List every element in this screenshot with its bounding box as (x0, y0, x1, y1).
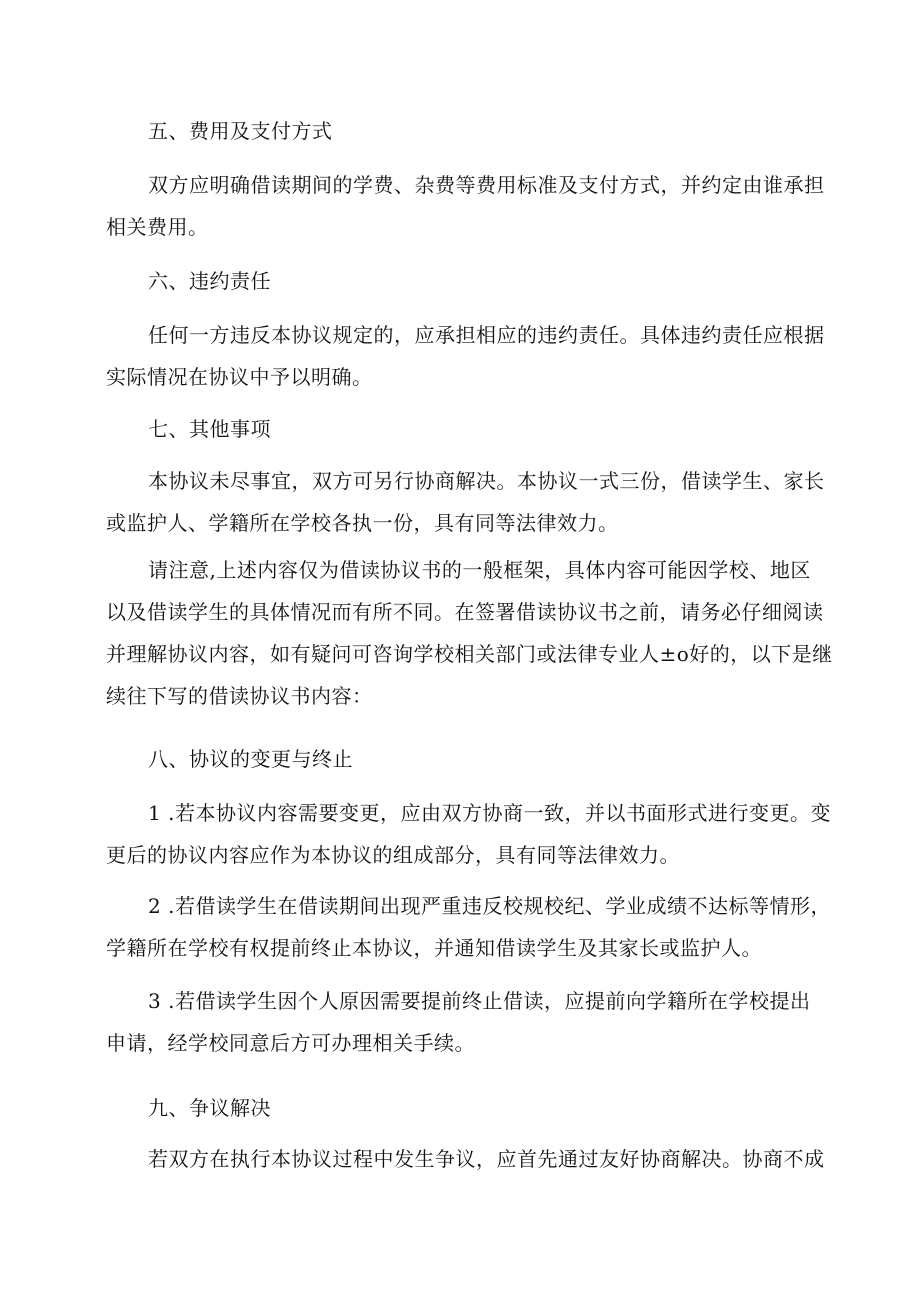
text-line: 续往下写的借读协议书内容： (106, 684, 373, 708)
text-line: 3 .若借读学生因个人原因需要提前终止借读，应提前向学籍所在学校提出 (148, 989, 811, 1013)
text-line: 更后的协议内容应作为本协议的组成部分，具有同等法律效力。 (106, 843, 680, 867)
text-line: 本协议未尽事宜，双方可另行协商解决。本协议一式三份，借读学生、家长 (148, 469, 825, 493)
heading-line: 七、其他事项 (148, 417, 271, 441)
paragraph-change-2 (106, 885, 831, 969)
paragraph-breach (106, 314, 825, 398)
text-line: 相关费用。 (106, 215, 209, 239)
text-line: 或监护人、学籍所在学校各执一份，具有同等法律效力。 (106, 511, 619, 535)
text-line: 任何一方违反本协议规定的，应承担相应的违约责任。具体违约责任应根据 (148, 323, 825, 347)
section-heading-fees (106, 110, 820, 152)
text-line: 以及借读学生的具体情况而有所不同。在签署借读协议书之前，请务必仔细阅读 (106, 600, 824, 624)
paragraph-change-3 (106, 980, 820, 1064)
text-line: 请注意,上述内容仅为借读协议书的一般框架，具体内容可能因学校、地区 (148, 558, 811, 582)
text-line: 申请，经学校同意后方可办理相关手续。 (106, 1031, 475, 1055)
paragraph-fees (106, 164, 825, 248)
text-line: 2 .若借读学生在借读期间出现严重违反校规校纪、学业成绩不达标等情形， (148, 894, 831, 918)
text-line: 双方应明确借读期间的学费、杂费等费用标准及支付方式，并约定由谁承担 (148, 173, 825, 197)
text-line: 并理解协议内容，如有疑问可咨询学校相关部门或法律专业人±o好的，以下是继 (106, 642, 833, 666)
section-heading-dispute (106, 1087, 820, 1129)
text-line: 学籍所在学校有权提前终止本协议，并通知借读学生及其家长或监护人。 (106, 936, 762, 960)
heading-line: 六、违约责任 (148, 269, 271, 293)
paragraph-dispute (106, 1138, 825, 1180)
text-line: 1 .若本协议内容需要变更，应由双方协商一致，并以书面形式进行变更。变 (148, 801, 831, 825)
section-heading-change (106, 738, 820, 780)
section-heading-other (106, 408, 820, 450)
section-heading-breach (106, 260, 820, 302)
paragraph-note (106, 549, 833, 717)
heading-line: 五、费用及支付方式 (148, 119, 333, 143)
paragraph-change-1 (106, 792, 831, 876)
text-line: 若双方在执行本协议过程中发生争议，应首先通过友好协商解决。协商不成 (148, 1147, 825, 1171)
heading-line: 九、争议解决 (148, 1096, 271, 1120)
heading-line: 八、协议的变更与终止 (148, 747, 353, 771)
text-line: 实际情况在协议中予以明确。 (106, 365, 373, 389)
paragraph-other (106, 460, 825, 544)
